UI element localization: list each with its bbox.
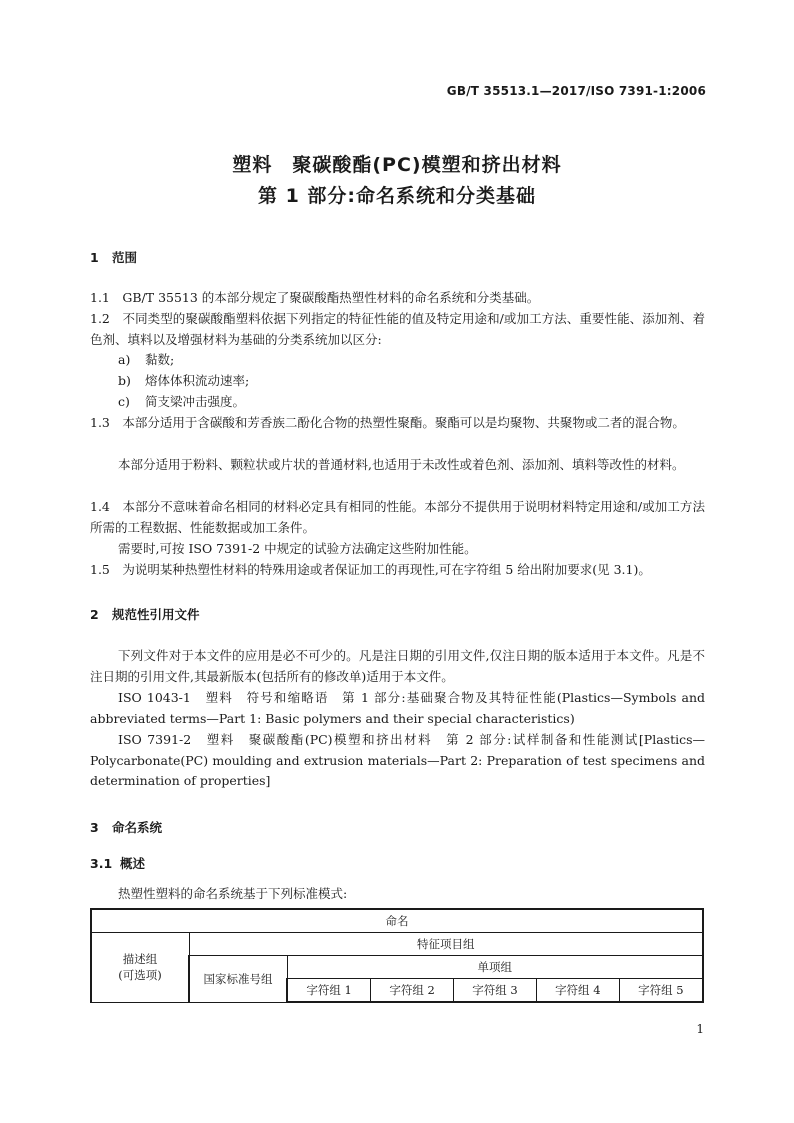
- section-title: 命名系统: [112, 820, 163, 835]
- description-block-label: 描述组: [122, 952, 158, 967]
- section-number: 2: [90, 607, 99, 622]
- subsection-3-1-heading: [90, 854, 145, 872]
- document-title-line1: 塑料 聚碳酸酯(PC)模塑和挤出材料: [232, 154, 562, 176]
- list-text: 黏数;: [145, 352, 175, 367]
- list-item: [118, 392, 245, 413]
- section-title: 规范性引用文件: [112, 607, 200, 622]
- description-block-cell: [91, 933, 189, 1003]
- normative-reference: ISO 7391-2 塑料 聚碳酸酯(PC)模塑和挤出材料 第 2 部分:试样制备和性能测试[Plastics—Polycarbonate(PC) moulding and extrusion materials—Part 2: Preparation of test specimens and determination of properties]: [90, 732, 705, 789]
- list-marker: c): [118, 394, 130, 409]
- feature-group-cell: 特征项目组: [189, 933, 703, 956]
- section-number: 3: [90, 820, 99, 835]
- clause-1-1: 1.1 GB/T 35513 的本部分规定了聚碳酸酯热塑性材料的命名系统和分类基础。: [90, 290, 540, 305]
- char-group-cell: 字符组 3: [454, 979, 537, 1003]
- list-text: 熔体体积流动速率;: [145, 373, 250, 388]
- standard-id-header: GB/T 35513.1—2017/ISO 7391-1:2006: [446, 84, 706, 98]
- description-optional-label: (可选项): [118, 968, 162, 983]
- clause-1-2: 1.2 不同类型的聚碳酸酯塑料依据下列指定的特征性能的值及特定用途和/或加工方法、重要性能、添加剂、着色剂、填料以及增强材料为基础的分类系统加以区分:: [90, 311, 705, 347]
- section-2-heading: [90, 605, 200, 623]
- char-group-cell: 字符组 2: [371, 979, 454, 1003]
- subsection-title: 概述: [120, 856, 146, 871]
- designation-pattern-table: [90, 908, 704, 1003]
- list-item: [118, 350, 174, 371]
- list-text: 简支梁冲击强度。: [145, 394, 246, 409]
- page-number: 1: [696, 1022, 704, 1036]
- section-1-heading: [90, 248, 137, 266]
- char-group-cell: 字符组 5: [619, 979, 703, 1003]
- clause-1-4-paragraph: 需要时,可按 ISO 7391-2 中规定的试验方法确定这些附加性能。: [118, 541, 477, 556]
- subsection-number: 3.1: [90, 856, 113, 871]
- list-marker: b): [118, 373, 131, 388]
- char-group-cell: 字符组 4: [536, 979, 619, 1003]
- clause-1-3-paragraph: 本部分适用于粉料、颗粒状或片状的普通材料,也适用于未改性或着色剂、添加剂、填料等改性的材料。: [118, 457, 685, 472]
- national-standard-group-cell: 国家标准号组: [189, 956, 287, 1003]
- list-marker: a): [118, 352, 131, 367]
- char-group-cell: 字符组 1: [287, 979, 371, 1003]
- normative-reference: ISO 1043-1 塑料 符号和缩略语 第 1 部分:基础聚合物及其特征性能(Plastics—Symbols and abbreviated terms—Part 1: Basic polymers and their special characteristics): [90, 690, 705, 726]
- clause-1-4: 1.4 本部分不意味着命名相同的材料必定具有相同的性能。本部分不提供用于说明材料特定用途和/或加工方法所需的工程数据、性能数据或加工条件。: [90, 499, 705, 535]
- clause-1-3: 1.3 本部分适用于含碳酸和芳香族二酚化合物的热塑性聚酯。聚酯可以是均聚物、共聚物或二者的混合物。: [90, 415, 685, 430]
- section-number: 1: [90, 250, 99, 265]
- section-3-heading: [90, 818, 162, 836]
- document-title-line2: 第 1 部分:命名系统和分类基础: [257, 185, 537, 207]
- list-item: [118, 371, 249, 392]
- single-item-group-cell: 单项组: [287, 956, 703, 979]
- clause-1-5: 1.5 为说明某种热塑性材料的特殊用途或者保证加工的再现性,可在字符组 5 给出附加要求(见 3.1)。: [90, 562, 651, 577]
- designation-intro: 热塑性塑料的命名系统基于下列标准模式:: [118, 886, 348, 901]
- section-title: 范围: [112, 250, 138, 265]
- normative-intro: 下列文件对于本文件的应用是必不可少的。凡是注日期的引用文件,仅注日期的版本适用于本文件。凡是不注日期的引用文件,其最新版本(包括所有的修改单)适用于本文件。: [90, 648, 705, 684]
- designation-header-cell: 命名: [91, 909, 703, 933]
